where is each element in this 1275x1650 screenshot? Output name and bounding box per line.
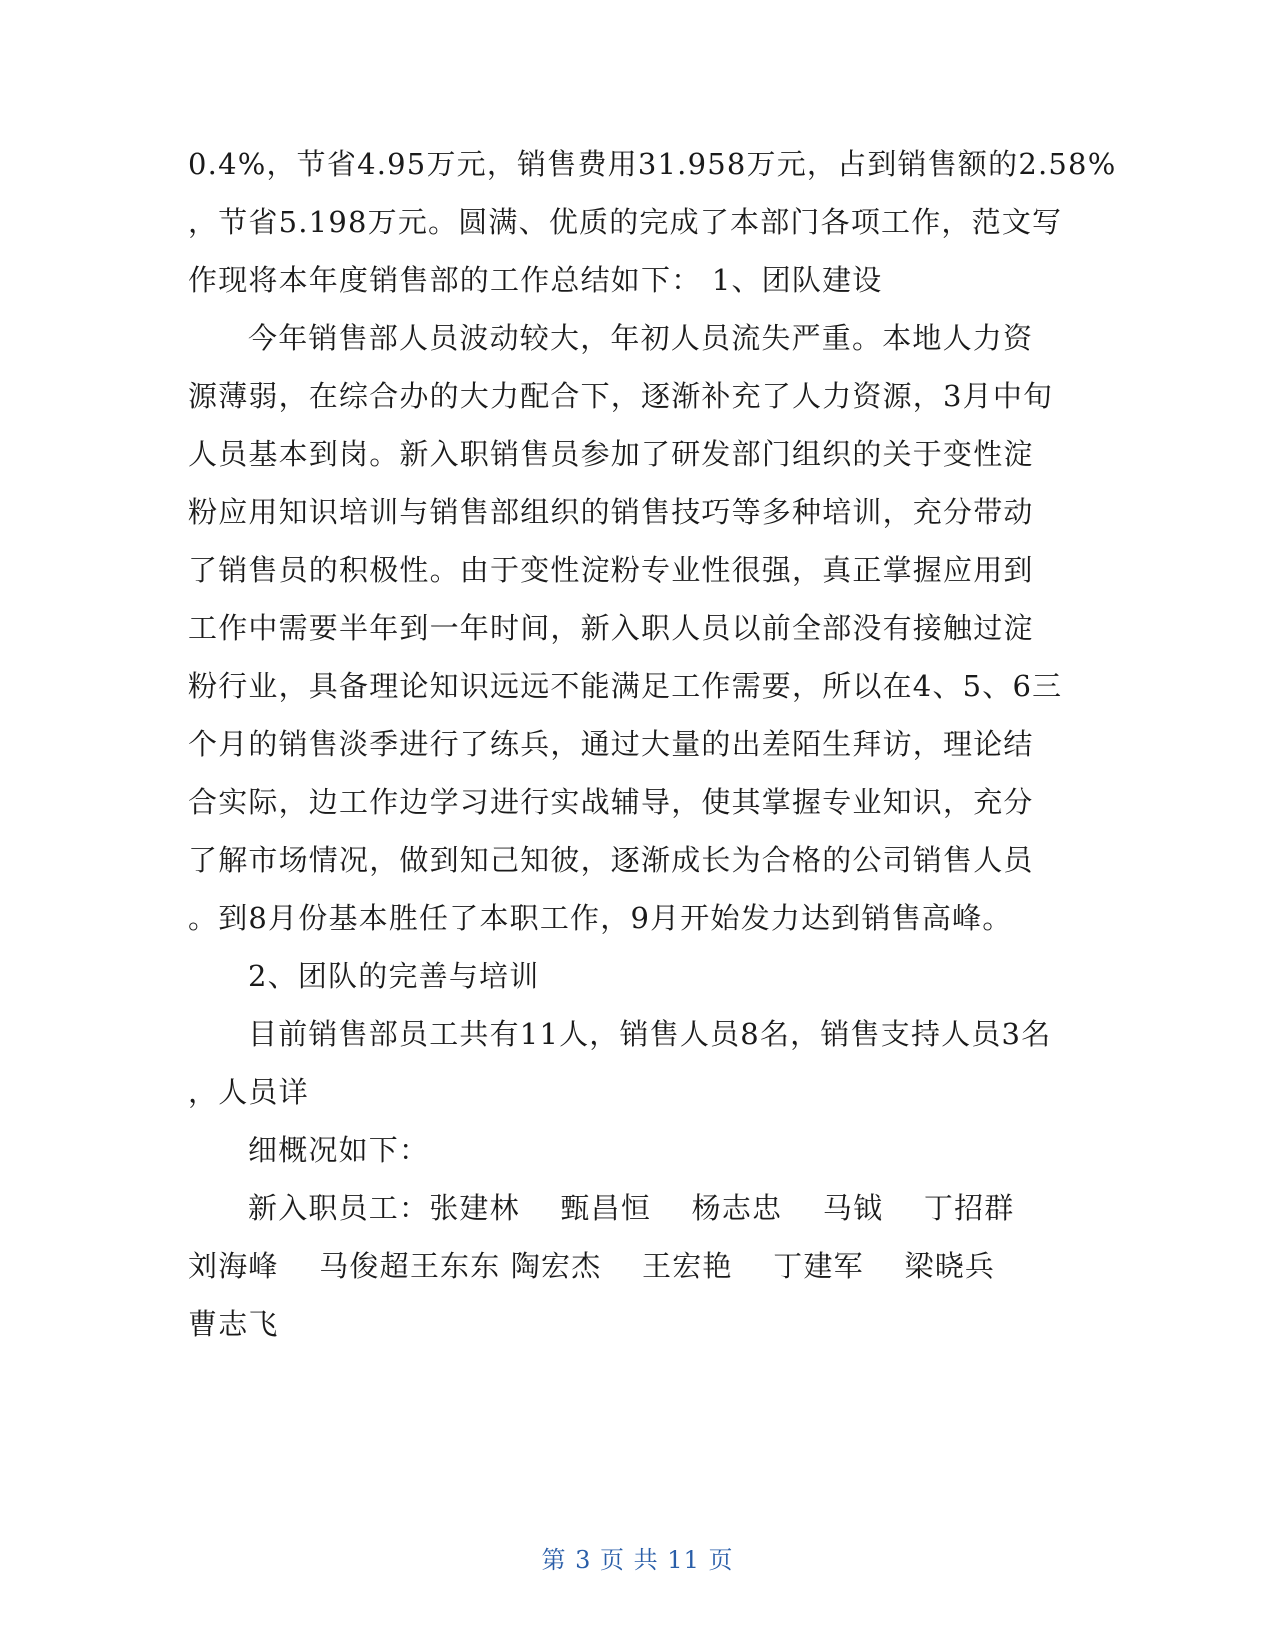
text-line: 目前销售部员工共有11人，销售人员8名，销售支持人员3名: [248, 1017, 1052, 1051]
staff-list-line: 新入职员工：张建林 甄昌恒 杨志忠 马钺 丁招群: [248, 1191, 1015, 1225]
text-line: 合实际，边工作边学习进行实战辅导，使其掌握专业知识，充分: [188, 785, 1034, 819]
text-line: 个月的销售淡季进行了练兵，通过大量的出差陌生拜访，理论结: [188, 727, 1034, 761]
text-line: 工作中需要半年到一年时间，新入职人员以前全部没有接触过淀: [188, 611, 1034, 645]
text-line: 细概况如下：: [248, 1133, 430, 1167]
staff-list-line: 刘海峰 马俊超王东东 陶宏杰 王宏艳 丁建军 梁晓兵: [188, 1249, 996, 1283]
text-line: 粉行业，具备理论知识远远不能满足工作需要，所以在4、5、6三: [188, 669, 1063, 703]
text-line: 粉应用知识培训与销售部组织的销售技巧等多种培训，充分带动: [188, 495, 1034, 529]
text-line: 源薄弱，在综合办的大力配合下，逐渐补充了人力资源，3月中旬: [188, 379, 1054, 413]
text-line: 0.4%，节省4.95万元，销售费用31.958万元，占到销售额的2.58%: [188, 147, 1117, 181]
text-line: ，节省5.198万元。圆满、优质的完成了本部门各项工作，范文写: [188, 205, 1063, 239]
text-line: 了销售员的积极性。由于变性淀粉专业性很强，真正掌握应用到: [188, 553, 1034, 587]
text-line: 人员基本到岗。新入职销售员参加了研发部门组织的关于变性淀: [188, 437, 1034, 471]
page-number-footer: 第 3 页 共 11 页: [541, 1546, 734, 1574]
section-heading: 2、团队的完善与培训: [248, 959, 540, 993]
text-line: 作现将本年度销售部的工作总结如下： 1、团队建设: [188, 263, 883, 297]
text-line: 了解市场情况，做到知己知彼，逐渐成长为合格的公司销售人员: [188, 843, 1034, 877]
text-line: ，人员详: [188, 1075, 309, 1109]
staff-list-line: 曹志飞: [188, 1307, 279, 1341]
text-line: 。到8月份基本胜任了本职工作，9月开始发力达到销售高峰。: [188, 901, 1013, 935]
text-line: 今年销售部人员波动较大，年初人员流失严重。本地人力资: [248, 321, 1034, 355]
